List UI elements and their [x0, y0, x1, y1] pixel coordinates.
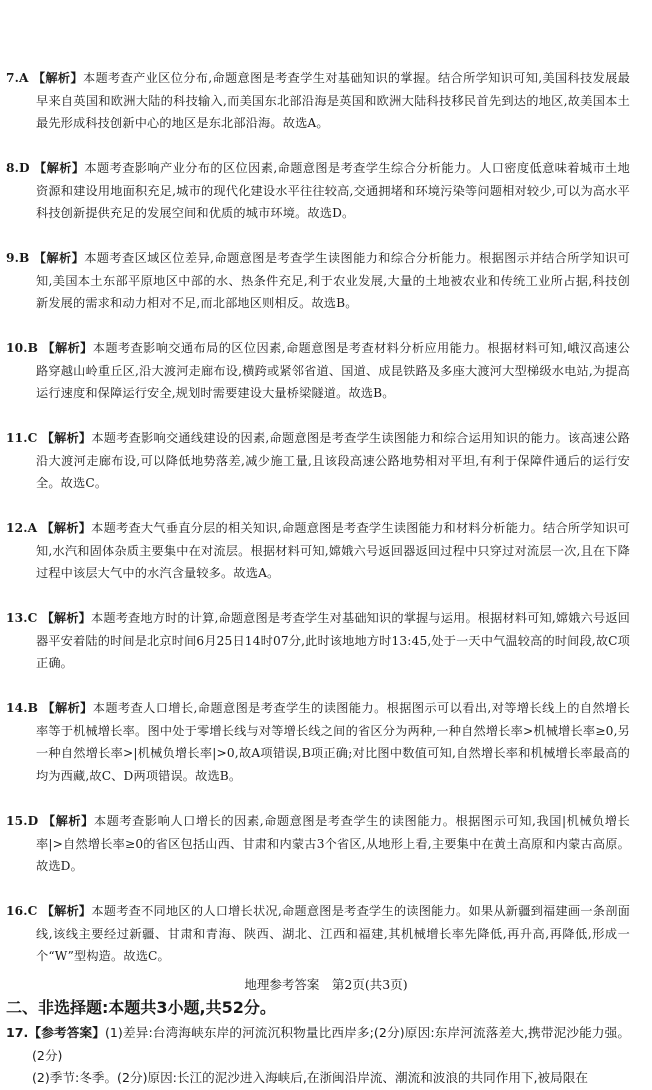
analysis-text: 本题考查产业区位分布,命题意图是考查学生对基础知识的掌握。结合所学知识可知,美国科技发展最早来自英国和欧洲大陆的科技输入,而美国东北部沿海是英国和欧洲大陆科技移民首先到达的地区,故美国本土最先形成科技创新中心的地区是东北部沿海。故选A。: [36, 71, 630, 130]
question-number: 9.: [6, 251, 20, 265]
analysis-tag: 【解析】: [42, 341, 93, 355]
analysis-text: 本题考查影响产业分布的区位因素,命题意图是考查学生综合分析能力。人口密度低意味着城市土地资源和建设用地面积充足,城市的现代化建设水平往往较高,交通拥堵和环境污染等问题相对较少,可以为高水平科技创新提供充足的发展空间和优质的城市环境。故选D。: [36, 161, 630, 220]
question-number: 16.: [6, 904, 28, 918]
question-15: [6, 810, 630, 900]
answer-letter: A: [27, 521, 38, 535]
q17-part1-text: (1)差异:台湾海峡东岸的河流沉积物量比西岸多;(2分)原因:东岸河流落差大,携带泥沙能力强。(2分): [32, 1025, 630, 1063]
question-12: [6, 517, 630, 607]
analysis-tag: 【解析】: [34, 161, 85, 175]
reference-answer-tag: 【参考答案】: [28, 1025, 105, 1040]
question-number: 15.: [6, 814, 28, 828]
page-footer: 地理参考答案 第2页(共3页): [244, 977, 408, 992]
analysis-tag: 【解析】: [41, 611, 91, 625]
q17-part1: [6, 1022, 630, 1067]
answer-letter: C: [27, 904, 38, 918]
question-number: 17.: [6, 1025, 29, 1040]
question-9: [6, 247, 630, 337]
analysis-tag: 【解析】: [42, 701, 93, 715]
answer-letter: C: [27, 431, 38, 445]
analysis-text: 本题考查影响人口增长的因素,命题意图是考查学生的读图能力。根据图示可知,我国|机械负增长率|>自然增长率≥0的省区包括山西、甘肃和内蒙古3个省区,从地形上看,主要集中在黄土高原和内蒙古高原。故选D。: [36, 814, 630, 873]
analysis-text: 本题考查不同地区的人口增长状况,命题意图是考查学生的读图能力。如果从新疆到福建画一条剖面线,该线主要经过新疆、甘肃和青海、陕西、湖北、江西和福建,其机械增长率先降低,再升高,再降低,形成一个“W”型构造。故选C。: [36, 904, 630, 963]
answer-letter: B: [19, 251, 30, 265]
question-17: [6, 1022, 630, 1090]
answer-content: [0, 67, 652, 1090]
answer-letter: D: [19, 161, 30, 175]
answer-letter: A: [19, 71, 29, 85]
answer-letter: D: [27, 814, 39, 828]
question-7: [6, 67, 630, 157]
question-number: 8.: [6, 161, 20, 175]
analysis-text: 本题考查影响交通布局的区位因素,命题意图是考查材料分析应用能力。根据材料可知,峨汉高速公路穿越山岭重丘区,沿大渡河走廊布设,横跨或紧邻省道、国道、成昆铁路及多座大渡河大型梯级水电站,为提高运行速度和保障运行安全,规划时需要建设大量桥梁隧道。故选B。: [36, 341, 630, 400]
question-10: [6, 337, 630, 427]
analysis-tag: 【解析】: [41, 521, 92, 535]
q17-part2-text: (2)季节:冬季。(2分)原因:长江的泥沙进入海峡后,在浙闽沿岸流、潮流和波浪的共同作用下,被局限在: [32, 1070, 588, 1085]
question-number: 11.: [6, 431, 28, 445]
analysis-text: 本题考查大气垂直分层的相关知识,命题意图是考查学生读图能力和材料分析能力。结合所学知识可知,水汽和固体杂质主要集中在对流层。根据材料可知,嫦娥六号返回器返回过程中只穿过对流层一次,且在下降过程中该层大气中的水汽含量较多。故选A。: [36, 521, 630, 580]
question-11: [6, 427, 630, 517]
analysis-text: 本题考查区域区位差异,命题意图是考查学生读图能力和综合分析能力。根据图示并结合所学知识可知,美国本土东部平原地区中部的水、热条件充足,利于农业发展,大量的土地被农业和传统工业所占据,科技创新发展的需求和动力相对不足,而北部地区则相反。故选B。: [36, 251, 630, 310]
question-number: 10.: [6, 341, 28, 355]
question-8: [6, 157, 630, 247]
analysis-text: 本题考查人口增长,命题意图是考查学生的读图能力。根据图示可以看出,对等增长线上的自然增长率等于机械增长率。图中处于零增长线与对等增长线之间的省区分为两种,一种自然增长率>机械增长率≥0,另一种自然增长率>|机械负增长率|>0,故A项错误,B项正确;对比图中数值可知,自然增长率和机械增长率最高的均为西藏,故C、D两项错误。故选B。: [36, 701, 630, 783]
analysis-tag: 【解析】: [41, 431, 92, 445]
question-number: 12.: [6, 521, 28, 535]
question-13: [6, 607, 630, 697]
analysis-tag: 【解析】: [33, 251, 85, 265]
question-number: 13.: [6, 611, 28, 625]
question-number: 14.: [6, 701, 28, 715]
analysis-tag: 【解析】: [41, 904, 92, 918]
section-title: 二、非选择题:本题共3小题,共52分。: [6, 998, 276, 1017]
question-number: 7.: [6, 71, 20, 85]
analysis-tag: 【解析】: [32, 71, 83, 85]
analysis-text: 本题考查地方时的计算,命题意图是考查学生对基础知识的掌握与运用。根据材料可知,嫦娥六号返回器平安着陆的时间是北京时间6月25日14时07分,此时该地地方时13:45,处于一天中气温较高的时间段,故C项正确。: [36, 611, 630, 670]
answer-letter: B: [27, 701, 39, 715]
answer-letter: B: [27, 341, 39, 355]
question-14: [6, 697, 630, 810]
answer-letter: C: [27, 611, 38, 625]
analysis-text: 本题考查影响交通线建设的因素,命题意图是考查学生读图能力和综合运用知识的能力。该高速公路沿大渡河走廊布设,可以降低地势落差,减少施工量,且该段高速公路地势相对平坦,有利于保障件通后的运行安全。故选C。: [36, 431, 630, 490]
analysis-tag: 【解析】: [42, 814, 94, 828]
